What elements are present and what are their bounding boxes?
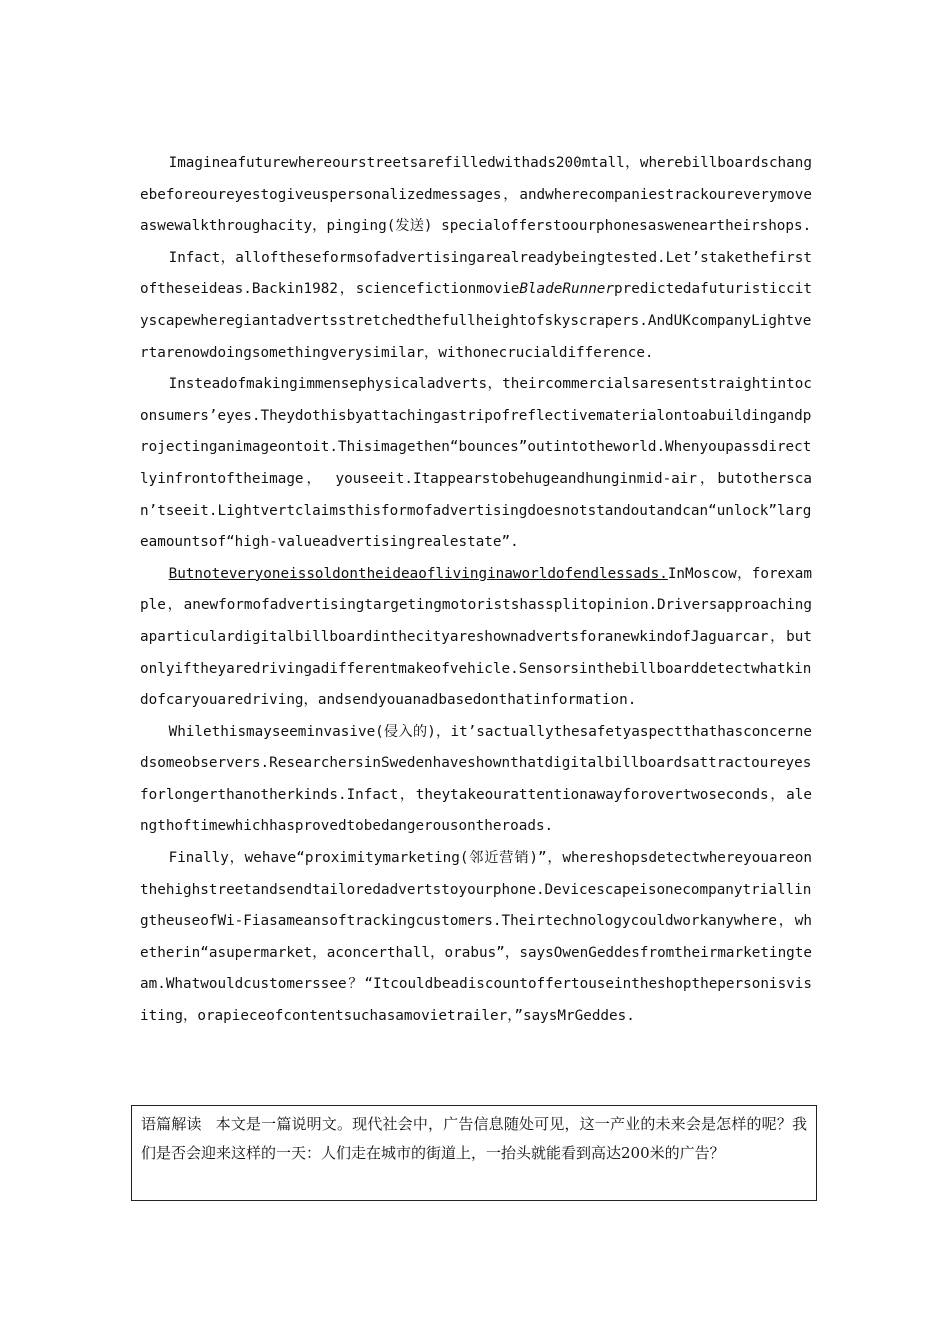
paragraph-6: Finally，wehave“proximitymarketing(邻近营销)”，whereshopsdetectwhereyouareonthehighstreetandsendtailoredadvertstoyourphone.DevicescapeisonecompanytriallingtheuseofWi-Fiasameansoftrackingcustomers.Theirtechnologycouldworkanywhere，whetherin“asupermarket，aconcerthall，orabus”，saysOwenGeddesfromtheirmarketingteam.Whatwouldcustomerssee？“Itcouldbeadiscountoffertouseintheshopthepersonisvisiting，orapieceofcontentsuchasamovietrailer，”saysMrGeddes. [140,850,812,1025]
summary-text: 本文是一篇说明文。现代社会中，广告信息随处可见，这一产业的未来会是怎样的呢？我们是否会迎来这样的一天：人们走在城市的街道上，一抬头就能看到高达200米的广告？ [141,1115,807,1162]
paragraph-1: Imagineafuturewhereourstreetsarefilledwithads200mtall，wherebillboardschangebeforeoureyestogiveuspersonalizedmessages，andwherecompaniestrackoureverymoveaswewalkthroughacity，pinging(发送) specialofferstoourphonesasweneartheirshops. [140,155,812,235]
movie-title: BladeRunner [519,281,615,298]
paragraph-2 [140,243,812,369]
underlined-sentence: Butnoteveryoneissoldontheideaoflivinginaworldofendlessads. [168,565,668,582]
paragraph-3: Insteadofmakingimmensephysicaladverts，theircommercialsaresentstraightintoconsumers’eyes.Theydothisbyattachingastripofreflectivematerialontoabuildingandprojectinganimageontoit.Thisimagethen“bounces”outintotheworld.Whenyoupassdirectlyinfrontoftheimage， youseeit.Itappearstobehugeandhunginmid-air，butotherscan’tseeit.Lightvertclaimsthisformofadvertisingdoesnotstandoutandcan“unlock”largeamountsof“high-valueadvertisingrealestate”. [140,376,812,551]
summary-box [131,1105,817,1201]
paragraph-2-part-b: predictedafuturisticcityscapewheregiantadvertsstretchedthefullheightofskyscrapers.AndUKcompanyLightvertarenowdoingsomethingverysimilar，withonecrucialdifference. [140,281,812,361]
paragraph-2-part-a: Infact，alloftheseformsofadvertisingarealreadybeingtested.Let’stakethefirstoftheseideas.Backin1982，sciencefictionmovie [140,249,812,298]
article-body [140,148,812,1033]
summary-label: 语篇解读 [141,1115,202,1133]
paragraph-4-rest: InMoscow，forexample，anewformofadvertisingtargetingmotoristshassplitopinion.DriversapproachingaparticulardigitalbillboardinthecityareshownadvertsforanewkindofJaguarcar，butonlyiftheyaredrivingadifferentmakeofvehicle.Sensorsinthebillboarddetectwhatkindofcaryouaredriving，andsendyouanadbasedonthatinformation. [140,565,812,709]
paragraph-4 [140,559,812,717]
paragraph-5: Whilethismayseeminvasive(侵入的)，it’sactuallythesafetyaspectthathasconcernedsomeobservers.ResearchersinSwedenhaveshownthatdigitalbillboardsattractoureyesforlongerthanotherkinds.Infact，theytakeourattentionawayforovertwoseconds，alengthoftimewhichhasprovedtobedangerousontheroads. [140,723,812,835]
